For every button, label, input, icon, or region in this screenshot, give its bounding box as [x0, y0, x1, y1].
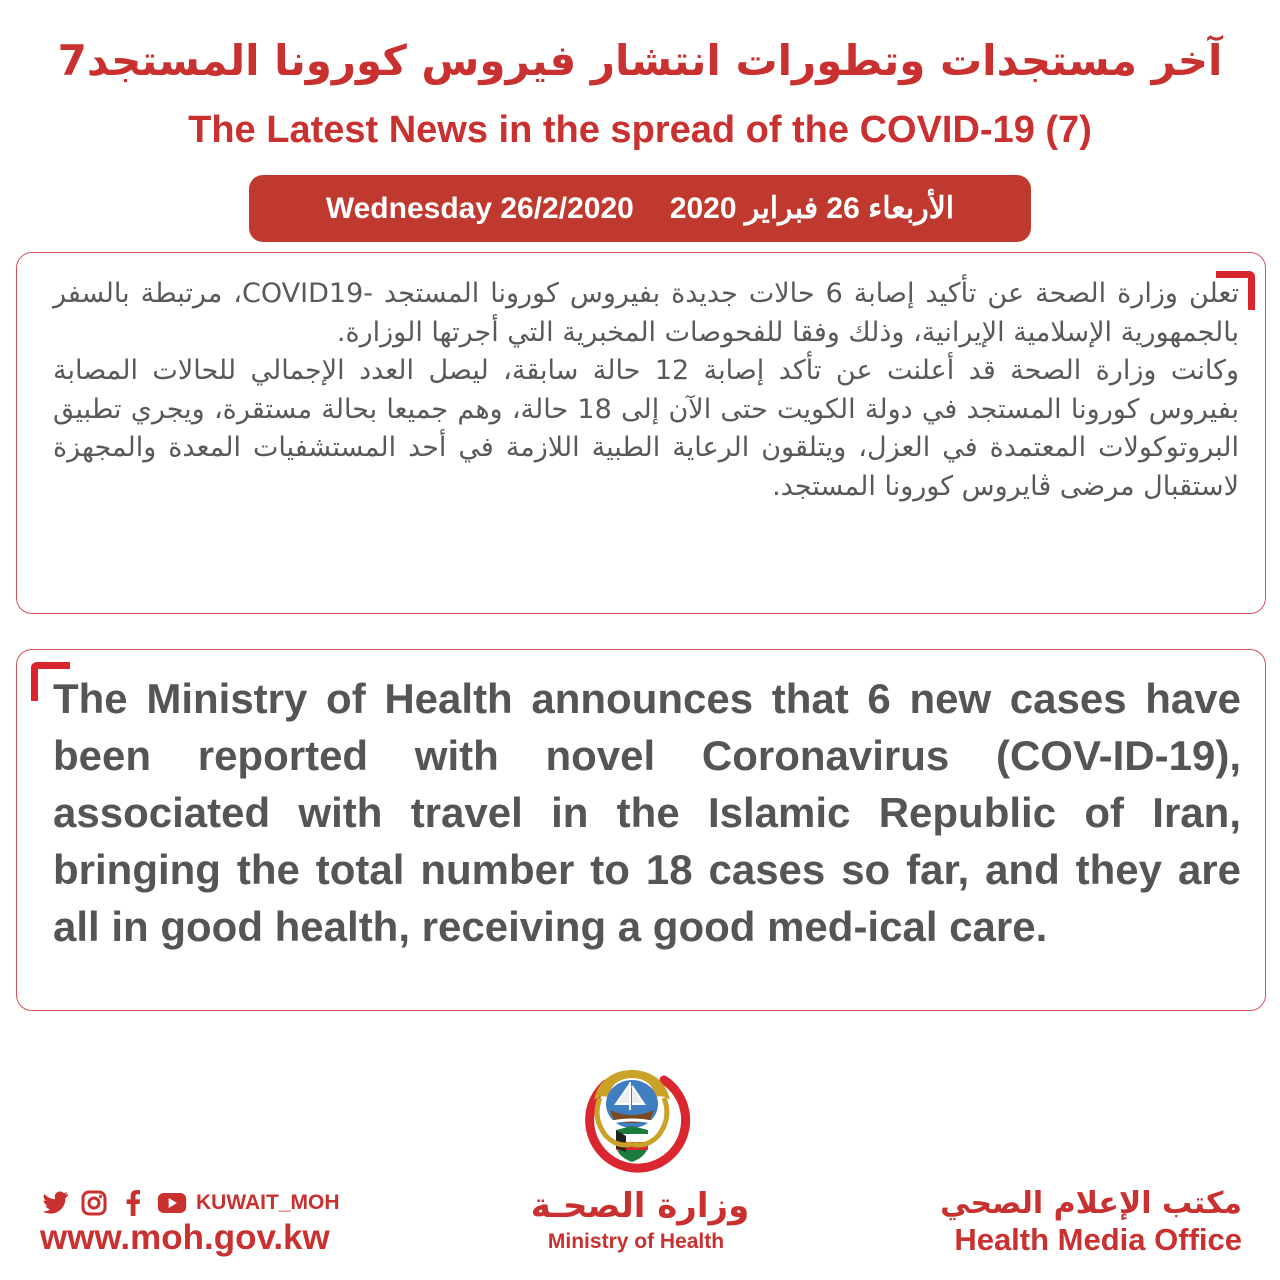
date-english: Wednesday 26/2/2020	[325, 191, 634, 225]
page-title-english: The Latest News in the spread of the COVID-19 (7)	[188, 109, 1092, 151]
arabic-announcement-box	[16, 252, 1266, 614]
date-arabic: الأربعاء 26 فبراير 2020	[669, 192, 955, 225]
website-link[interactable]: www.moh.gov.kw	[40, 1218, 330, 1257]
twitter-icon[interactable]	[40, 1190, 70, 1216]
arabic-paragraph-2: وكانت وزارة الصحة قد أعلنت عن تأكد إصابة 12 حالة سابقة، ليصل العدد الإجمالي للحالات المصابة بفيروس كورونا المستجد في دولة الكويت حتى الآن إلى 18 حالة، وهم جميعا بحالة مستقرة، ويجري تطبيق البروتوكولات المعتمدة في العزل، ويتلقون الرعاية الطبية اللازمة في أحد المستشفيات المعدة والمجهزة لاستقبال مرضى ڤايروس كورونا المستجد.	[53, 355, 1240, 502]
social-media-bar	[40, 1190, 340, 1216]
youtube-icon[interactable]	[157, 1190, 187, 1216]
kuwait-emblem-icon	[572, 1058, 692, 1188]
instagram-icon[interactable]	[79, 1190, 109, 1216]
office-name-arabic: مكتب الإعلام الصحي	[940, 1186, 1242, 1221]
facebook-icon[interactable]	[118, 1190, 148, 1216]
ministry-name-arabic: وزارة الصحـة	[530, 1186, 750, 1226]
office-name-english: Health Media Office	[954, 1222, 1242, 1257]
english-announcement-text: The Ministry of Health announces that 6 new cases have been reported with novel Coronavirus (COV-ID-19), associated with travel in the Islamic Republic of Iran, bringing the total number to 18 cases so far, and they are all in good health, receiving a good med-ical care.	[53, 675, 1241, 950]
social-handle[interactable]: KUWAIT_MOH	[196, 1191, 340, 1214]
page-title-arabic: آخر مستجدات وتطورات انتشار فيروس كورونا المستجد7	[57, 36, 1223, 85]
date-banner	[249, 175, 1031, 242]
english-announcement-box	[16, 649, 1266, 1011]
arabic-paragraph-1: تعلن وزارة الصحة عن تأكيد إصابة 6 حالات جديدة بفيروس كورونا المستجد -COVID19، مرتبطة بالسفر بالجمهورية الإسلامية الإيرانية، وذلك وفقا للفحوصات المخبرية التي أجرتها الوزارة.	[53, 278, 1239, 348]
ministry-name-english: Ministry of Health	[547, 1230, 725, 1253]
arabic-announcement-text	[53, 275, 1239, 506]
